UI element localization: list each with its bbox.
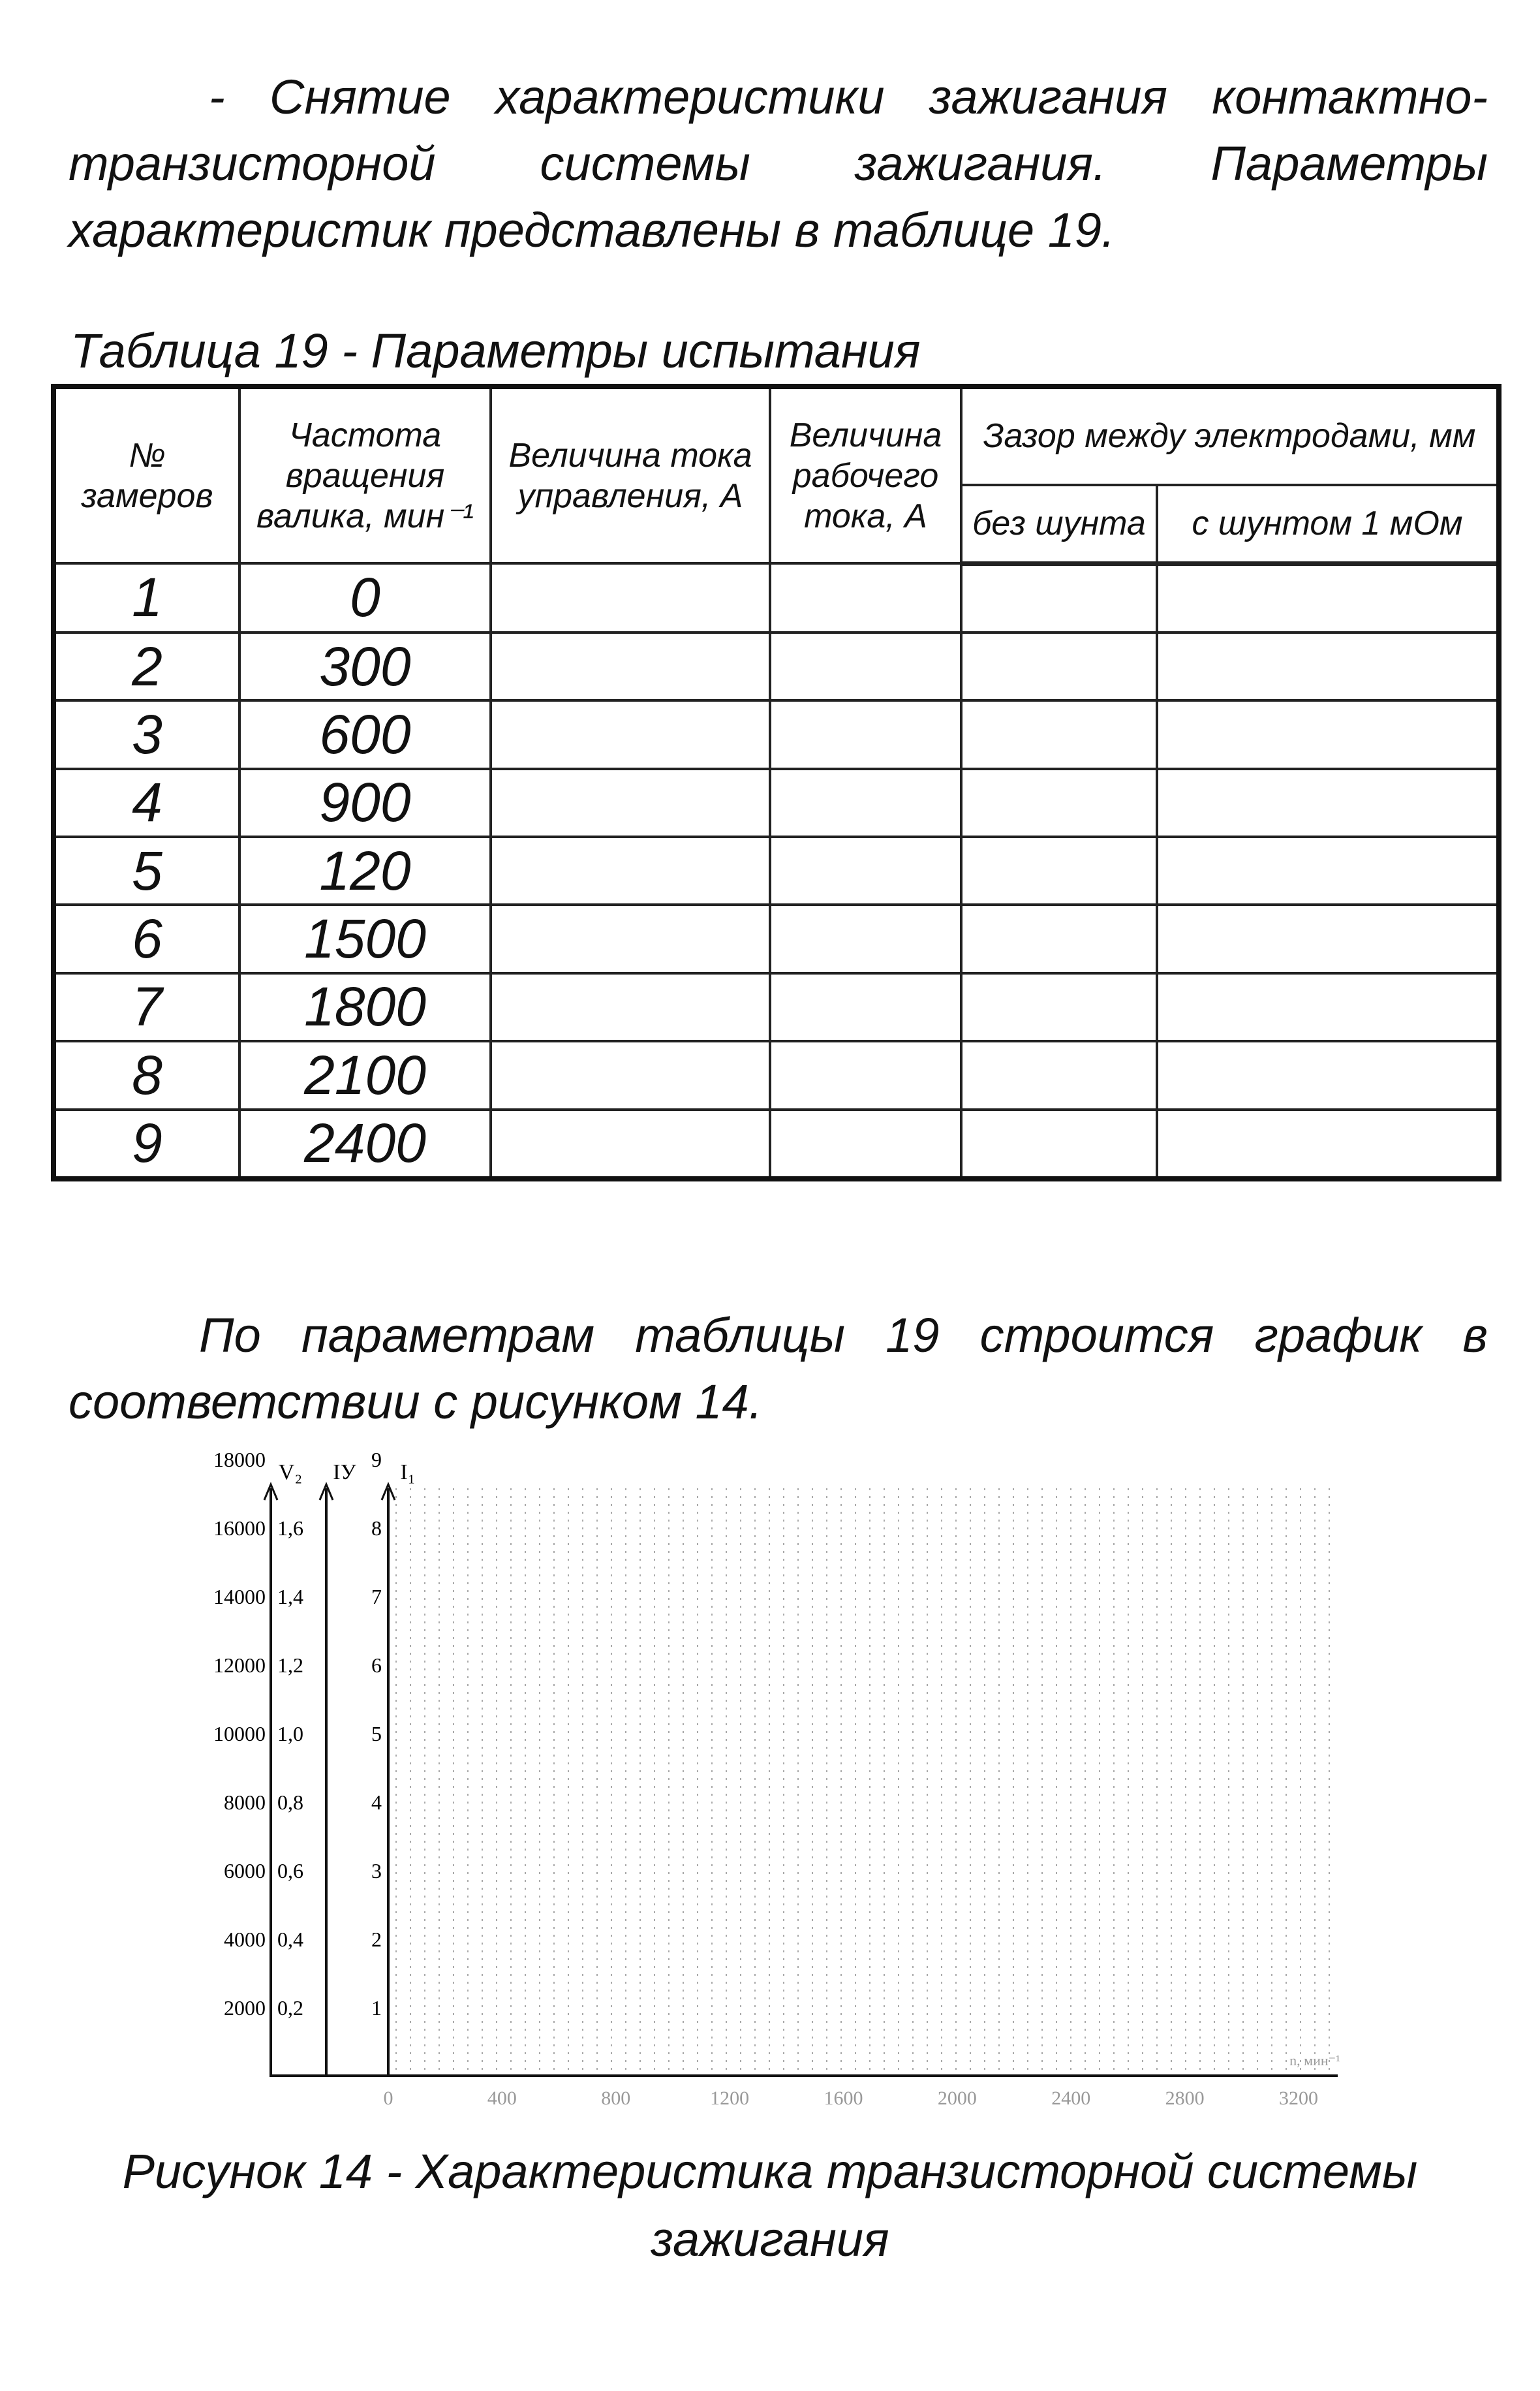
- cell-control-current: [491, 837, 770, 905]
- ignition-characteristic-chart: [163, 1433, 1357, 2125]
- y-tick-label-iy: 1,4: [277, 1585, 303, 1608]
- cell-rpm: 0: [239, 563, 491, 633]
- cell-gap-no-shunt: [961, 1110, 1157, 1179]
- intro-line: характеристик представлены в таблице 19.: [69, 203, 1115, 257]
- after-line: соответствии с рисунком 14.: [69, 1375, 763, 1429]
- cell-gap-no-shunt: [961, 633, 1157, 700]
- cell-work-current: [770, 1041, 961, 1109]
- cell-gap-shunt: [1157, 563, 1499, 633]
- cell-gap-no-shunt: [961, 769, 1157, 837]
- header-gap: Зазор между электродами, мм: [961, 386, 1499, 485]
- cell-control-current: [491, 563, 770, 633]
- cell-work-current: [770, 769, 961, 837]
- cell-control-current: [491, 905, 770, 973]
- cell-number: 8: [54, 1041, 239, 1109]
- header-gap-shunt: с шунтом 1 мОм: [1157, 485, 1499, 563]
- cell-number: 4: [54, 769, 239, 837]
- y-tick-label-v2: 4000: [224, 1928, 266, 1951]
- cell-work-current: [770, 700, 961, 768]
- cell-rpm: 2400: [239, 1110, 491, 1179]
- cell-control-current: [491, 973, 770, 1041]
- y-tick-label-iy: 1,2: [277, 1653, 303, 1677]
- header-work-current: Величина рабочего тока, А: [770, 386, 961, 563]
- y-tick-label-iy: 1,0: [277, 1722, 303, 1745]
- cell-gap-shunt: [1157, 1041, 1499, 1109]
- cell-number: 1: [54, 563, 239, 633]
- cell-work-current: [770, 563, 961, 633]
- y-tick-label-i1: 9: [371, 1448, 382, 1471]
- x-tick-label: 400: [487, 2087, 517, 2109]
- cell-rpm: 1500: [239, 905, 491, 973]
- y-tick-label-i1: 4: [371, 1790, 382, 1814]
- y-tick-label-iy: 1,6: [277, 1516, 303, 1540]
- cell-gap-shunt: [1157, 633, 1499, 700]
- x-tick-label: 2800: [1165, 2087, 1205, 2109]
- chart-svg: [163, 1433, 1357, 2125]
- y-tick-label-iy: 0,4: [277, 1928, 303, 1951]
- cell-gap-shunt: [1157, 700, 1499, 768]
- x-tick-label: 1600: [824, 2087, 863, 2109]
- figure-caption-line: Рисунок 14 - Характеристика транзисторной системы: [122, 2144, 1418, 2198]
- axis-label-i1: I₁: [400, 1460, 416, 1484]
- table-row: [54, 700, 1499, 768]
- cell-gap-no-shunt: [961, 700, 1157, 768]
- intro-line: транзисторной системы зажигания. Параметры: [69, 136, 1488, 191]
- y-tick-label-iy: 0,8: [277, 1790, 303, 1814]
- cell-rpm: 2100: [239, 1041, 491, 1109]
- x-axis-label: n, мин⁻¹: [1289, 2052, 1340, 2069]
- y-tick-label-i1: 8: [371, 1516, 382, 1540]
- cell-gap-no-shunt: [961, 905, 1157, 973]
- table-row: [54, 973, 1499, 1041]
- table-row: [54, 563, 1499, 633]
- cell-number: 2: [54, 633, 239, 700]
- cell-number: 7: [54, 973, 239, 1041]
- cell-number: 6: [54, 905, 239, 973]
- cell-control-current: [491, 700, 770, 768]
- cell-rpm: 900: [239, 769, 491, 837]
- cell-rpm: 600: [239, 700, 491, 768]
- x-tick-label: 2400: [1051, 2087, 1091, 2109]
- cell-gap-shunt: [1157, 973, 1499, 1041]
- cell-gap-shunt: [1157, 769, 1499, 837]
- y-tick-label-i1: 1: [371, 1996, 382, 2020]
- intro-line: - Снятие характеристики зажигания контактно-: [209, 70, 1488, 124]
- y-tick-label-i1: 3: [371, 1859, 382, 1883]
- header-number: № замеров: [54, 386, 239, 563]
- cell-number: 3: [54, 700, 239, 768]
- cell-rpm: 1800: [239, 973, 491, 1041]
- y-tick-label-i1: 2: [371, 1928, 382, 1951]
- table-row: [54, 905, 1499, 973]
- cell-number: 9: [54, 1110, 239, 1179]
- header-gap-no-shunt: без шунта: [961, 485, 1157, 563]
- x-tick-label: 1200: [710, 2087, 750, 2109]
- cell-gap-shunt: [1157, 1110, 1499, 1179]
- cell-rpm: 120: [239, 837, 491, 905]
- cell-gap-no-shunt: [961, 973, 1157, 1041]
- cell-control-current: [491, 1110, 770, 1179]
- test-parameters-table: [51, 384, 1502, 1181]
- table-row: [54, 1041, 1499, 1109]
- y-tick-label-i1: 5: [371, 1722, 382, 1745]
- table-row: [54, 633, 1499, 700]
- y-tick-label-v2: 12000: [213, 1653, 266, 1677]
- cell-work-current: [770, 905, 961, 973]
- cell-control-current: [491, 633, 770, 700]
- y-tick-label-v2: 16000: [213, 1516, 266, 1540]
- y-tick-label-v2: 14000: [213, 1585, 266, 1608]
- cell-gap-shunt: [1157, 905, 1499, 973]
- table-row: [54, 837, 1499, 905]
- x-tick-label: 2000: [937, 2087, 977, 2109]
- cell-control-current: [491, 769, 770, 837]
- after-line: По параметрам таблицы 19 строится график в: [199, 1308, 1488, 1362]
- cell-number: 5: [54, 837, 239, 905]
- x-tick-label: 0: [383, 2087, 393, 2109]
- table-row: [54, 1110, 1499, 1179]
- cell-work-current: [770, 973, 961, 1041]
- axis-label-v2: V₂: [278, 1460, 303, 1484]
- y-tick-label-v2: 2000: [224, 1996, 266, 2020]
- y-tick-label-v2: 18000: [213, 1448, 266, 1471]
- x-tick-label: 800: [601, 2087, 631, 2109]
- y-tick-label-i1: 7: [371, 1585, 382, 1608]
- y-tick-label-v2: 6000: [224, 1859, 266, 1883]
- cell-gap-no-shunt: [961, 837, 1157, 905]
- cell-work-current: [770, 837, 961, 905]
- y-tick-label-v2: 10000: [213, 1722, 266, 1745]
- cell-work-current: [770, 633, 961, 700]
- figure-caption: [0, 2138, 1540, 2274]
- y-tick-label-iy: 0,2: [277, 1996, 303, 2020]
- cell-gap-no-shunt: [961, 1041, 1157, 1109]
- cell-control-current: [491, 1041, 770, 1109]
- y-tick-label-i1: 6: [371, 1653, 382, 1677]
- header-control-current: Величина тока управления, А: [491, 386, 770, 563]
- cell-rpm: 300: [239, 633, 491, 700]
- x-tick-label: 3200: [1279, 2087, 1318, 2109]
- header-rpm: Частота вращения валика, мин⁻¹: [239, 386, 491, 563]
- cell-gap-no-shunt: [961, 563, 1157, 633]
- cell-gap-shunt: [1157, 837, 1499, 905]
- figure-caption-line: зажигания: [651, 2212, 889, 2266]
- table-row: [54, 769, 1499, 837]
- y-tick-label-v2: 8000: [224, 1790, 266, 1814]
- intro-paragraph: [69, 64, 1488, 264]
- after-paragraph: [69, 1302, 1488, 1435]
- table-caption: Таблица 19 - Параметры испытания: [70, 324, 921, 378]
- axis-label-iy: IУ: [333, 1460, 356, 1484]
- cell-work-current: [770, 1110, 961, 1179]
- y-tick-label-iy: 0,6: [277, 1859, 303, 1883]
